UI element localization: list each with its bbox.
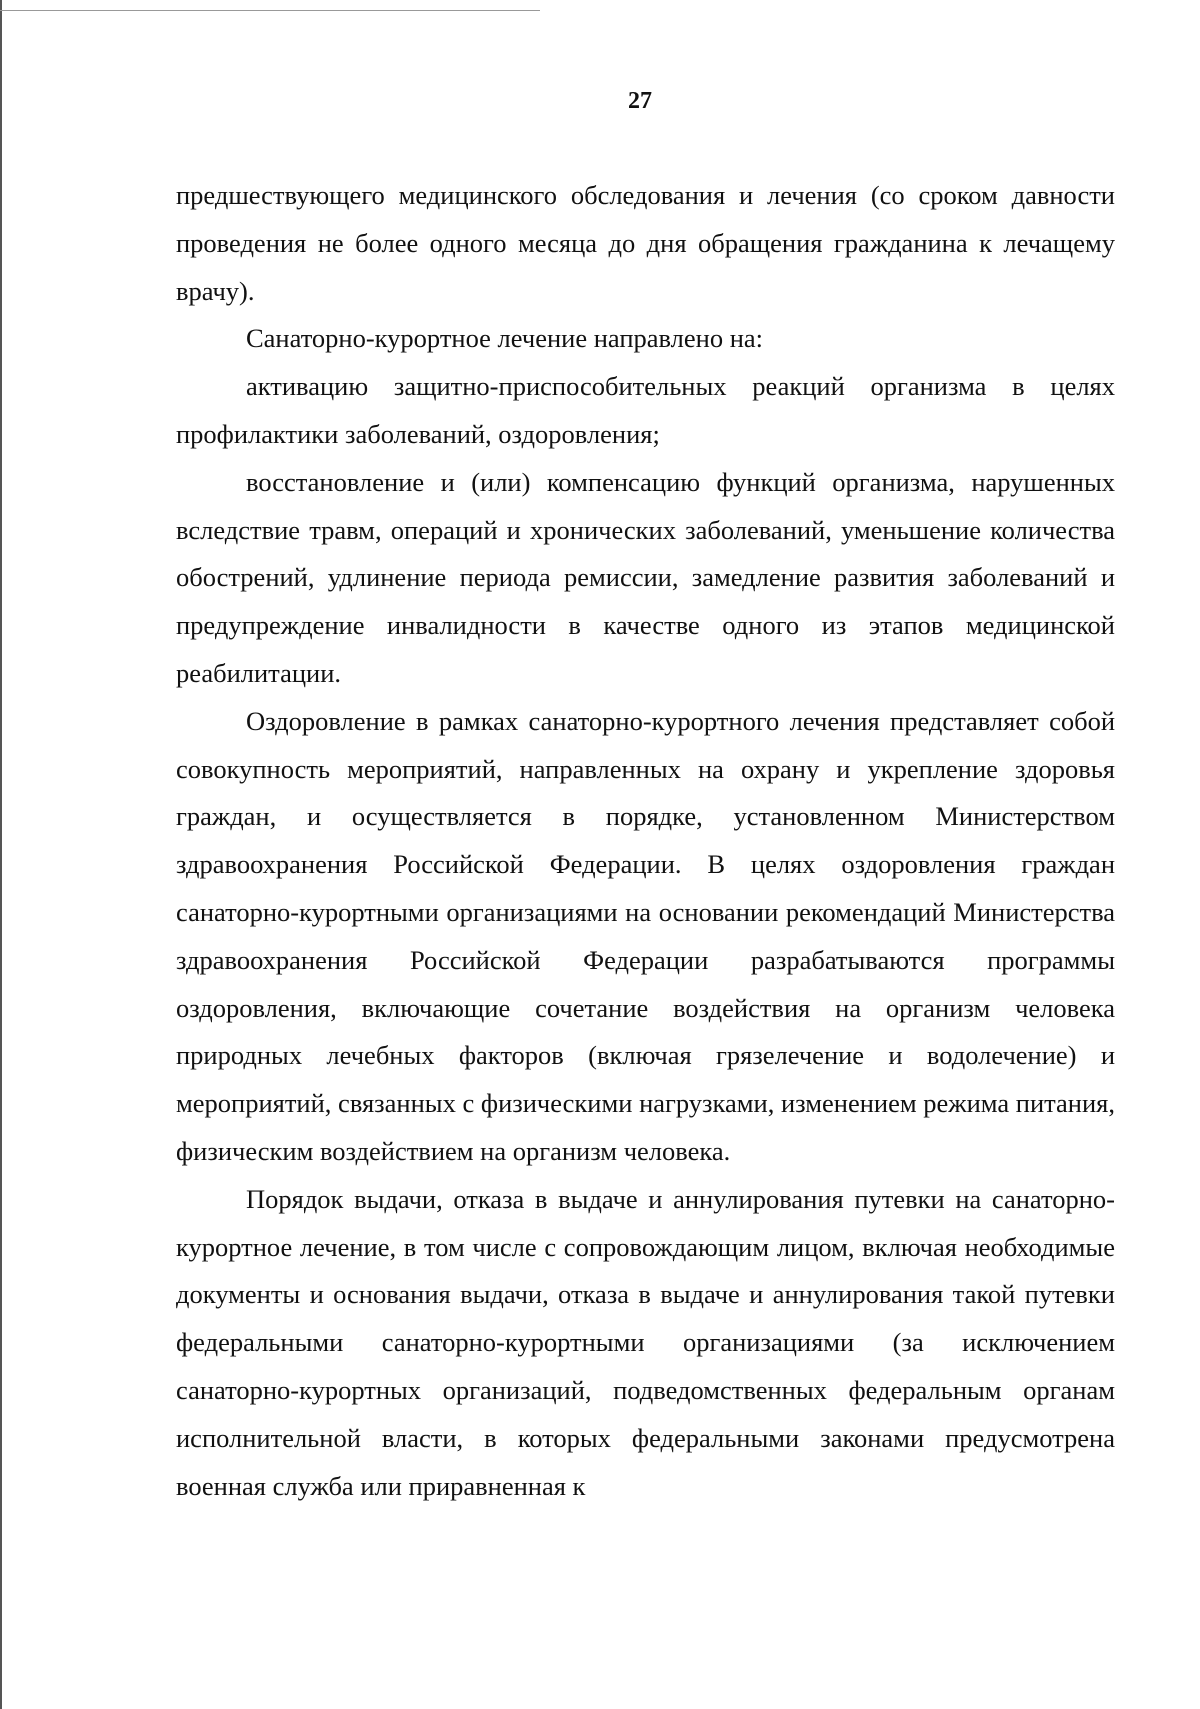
document-body <box>176 172 1115 1510</box>
scan-left-edge <box>0 0 2 1709</box>
paragraph-1: предшествующего медицинского обследования и лечения (со сроком давности проведения не более одного месяца до дня обращения гражданина к лечащему врачу). <box>176 180 1115 306</box>
paragraph-3: активацию защитно-приспособительных реакций организма в целях профилактики заболеваний, оздоровления; <box>176 371 1115 449</box>
paragraph-6: Порядок выдачи, отказа в выдаче и аннулирования путевки на санаторно-курортное лечение, в том числе с сопровождающим лицом, включая необходимые документы и основания выдачи, отказа в выдаче и аннулирования такой путевки федеральными санаторно-курортными организациями (за исключением санаторно-курортных организаций, подведомственных федеральным органам исполнительной власти, в которых федеральными законами предусмотрена военная служба или приравненная к <box>176 1183 1115 1501</box>
scan-top-edge <box>0 10 540 11</box>
page-number: 27 <box>628 88 652 114</box>
paragraph-5: Оздоровление в рамках санаторно-курортного лечения представляет собой совокупность мероприятий, направленных на охрану и укрепление здоровья граждан, и осуществляется в порядке, установленном Министерством здравоохранения Российской Федерации. В целях оздоровления граждан санаторно-курортными организациями на основании рекомендаций Министерства здравоохранения Российской Федерации разрабатываются программы оздоровления, включающие сочетание воздействия на организм человека природных лечебных факторов (включая грязелечение и водолечение) и мероприятий, связанных с физическими нагрузками, изменением режима питания, физическим воздействием на организм человека. <box>176 705 1115 1166</box>
paragraph-2: Санаторно-курортное лечение направлено на: <box>246 323 764 354</box>
paragraph-4: восстановление и (или) компенсацию функций организма, нарушенных вследствие травм, операций и хронических заболеваний, уменьшение количества обострений, удлинение периода ремиссии, замедление развития заболеваний и предупреждение инвалидности в качестве одного из этапов медицинской реабилитации. <box>176 466 1115 688</box>
